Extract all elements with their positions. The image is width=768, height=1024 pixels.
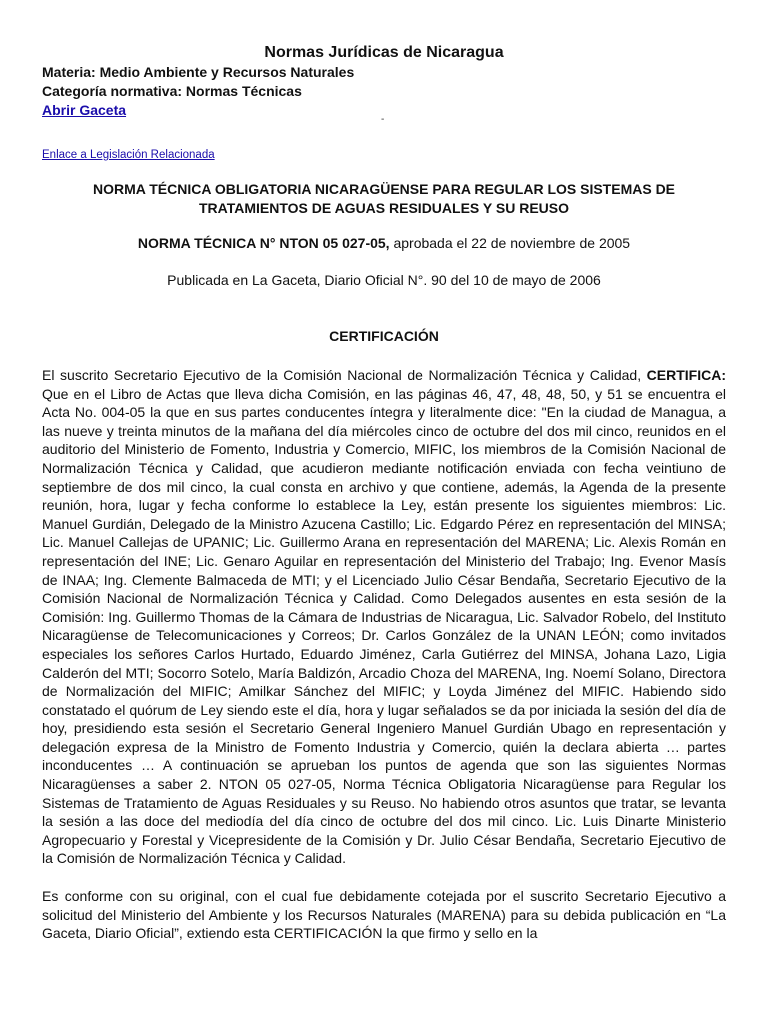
norma-heading-line1: NORMA TÉCNICA OBLIGATORIA NICARAGÜENSE PARA REGULAR LOS SISTEMAS DE: [92, 181, 676, 197]
publication-line: Publicada en La Gaceta, Diario Oficial N°. 90 del 10 de mayo de 2006: [167, 272, 601, 288]
conformidad-paragraph: Es conforme con su original, con el cual fue debidamente cotejada por el suscrito Secretario Ejecutivo a solicitud del Ministerio del Ambiente y los Recursos Naturales (MARENA) para su debida publicación en “La Gaceta, Diario Oficial”, extiendo esta CERTIFICACIÓN la que firmo y sello en la: [42, 888, 726, 942]
materia-label: Materia: Medio Ambiente y Recursos Naturales: [42, 64, 355, 80]
para1-start: El suscrito Secretario Ejecutivo de la Comisión Nacional de Normalización Técnica y Calidad,: [42, 367, 642, 383]
certificacion-heading: CERTIFICACIÓN: [329, 328, 439, 344]
categoria-label: Categoría normativa: Normas Técnicas: [42, 83, 302, 99]
certificacion-paragraph: [42, 366, 726, 868]
certifica-label: CERTIFICA:: [646, 367, 726, 383]
norma-heading-line2: TRATAMIENTOS DE AGUAS RESIDUALES Y SU REUSO: [198, 200, 569, 216]
abrir-gaceta-link[interactable]: Abrir Gaceta: [42, 102, 127, 118]
para1-body: Que en el Libro de Actas que lleva dicha Comisión, en las páginas 46, 47, 48, 48, 50, y 51 se encuentra el Acta No. 004-05 la que en sus partes conducentes íntegra y literalmente dice: "En la ciudad de Managua, a las nueve y treinta minutos de la mañana del día miércoles cinco de octubre del dos mil cinco, reunidos en el auditorio del Ministerio de Fomento, Industria y Comercio, MIFIC, los miembros de la Comisión Nacional de Normalización Técnica y Calidad, que acudieron mediante notificación enviada con fecha veintiuno de septiembre de dos mil cinco, la cual consta en archivo y que contiene, además, la Agenda de la presente reunión, hora, lugar y fecha conforme lo establece la Ley, están presente los siguientes miembros: Lic. Manuel Gurdián, Delegado de la Ministro Azucena Castillo; Lic. Edgardo Pérez en representación del MINSA; Lic. Manuel Callejas de UPANIC; Lic. Guillermo Arana en representación del MARENA; Lic. Alexis Román en representación del INE; Lic. Genaro Aguilar en representación del Ministerio del Trabajo; Ing. Evenor Masís de INAA; Ing. Clemente Balmaceda de MTI; y el Licenciado Julio César Bendaña, Secretario Ejecutivo de la Comisión Nacional de Normalización Técnica y Calidad. Como Delegados ausentes en esta sesión de la Comisión: Ing. Guillermo Thomas de la Cámara de Industrias de Nicaragua, Lic. Salvador Robelo, del Instituto Nicaragüense de Telecomunicaciones y Correos; Dr. Carlos González de la UNAN LEÓN; como invitados especiales los señores Carlos Hurtado, Eduardo Jiménez, Carla Gutiérrez del MINSA, Johana Lazo, Ligia Calderón del MTI; Socorro Sotelo, María Baldizón, Arcadio Choza del MARENA, Ing. Noemí Solano, Directora de Normalización del MIFIC; Amilkar Sánchez del MIFIC; y Loyda Jiménez del MIFIC. Habiendo sido constatado el quórum de Ley siendo este el día, hora y lugar señalados se da por iniciada la sesión del día de hoy, presidiendo esta sesión el Secretario General Ingeniero Manuel Gurdián Ubago en representación y delegación expresa de la Ministro de Fomento Industria y Comercio, quién la declara abierta … partes inconducentes … A continuación se aprueban los puntos de agenda que son las siguientes Normas Nicaragüenses a saber 2. NTON 05 027-05, Norma Técnica Obligatoria Nicaragüense para Regular los Sistemas de Tratamiento de Aguas Residuales y su Reuso. No habiendo otros asuntos que tratar, se levanta la sesión a las doce del mediodía del día cinco de octubre del dos mil cinco. Lic. Luis Dinarte Ministerio Agropecuario y Forestal y Vicepresidente de la Comisión y Dr. Julio César Bendaña, Secretario Ejecutivo de la Comisión de Normalización Técnica y Calidad.: [42, 385, 726, 867]
norma-heading: [42, 180, 726, 218]
separator-dot: -: [381, 114, 385, 125]
norma-number: NORMA TÉCNICA N° NTON 05 027-05,: [137, 235, 390, 251]
norma-number-line: [42, 234, 726, 253]
enlace-legislacion-link[interactable]: Enlace a Legislación Relacionada: [42, 149, 215, 161]
norma-approval: aprobada el 22 de noviembre de 2005: [389, 235, 631, 251]
page-title: Normas Jurídicas de Nicaragua: [264, 44, 504, 61]
